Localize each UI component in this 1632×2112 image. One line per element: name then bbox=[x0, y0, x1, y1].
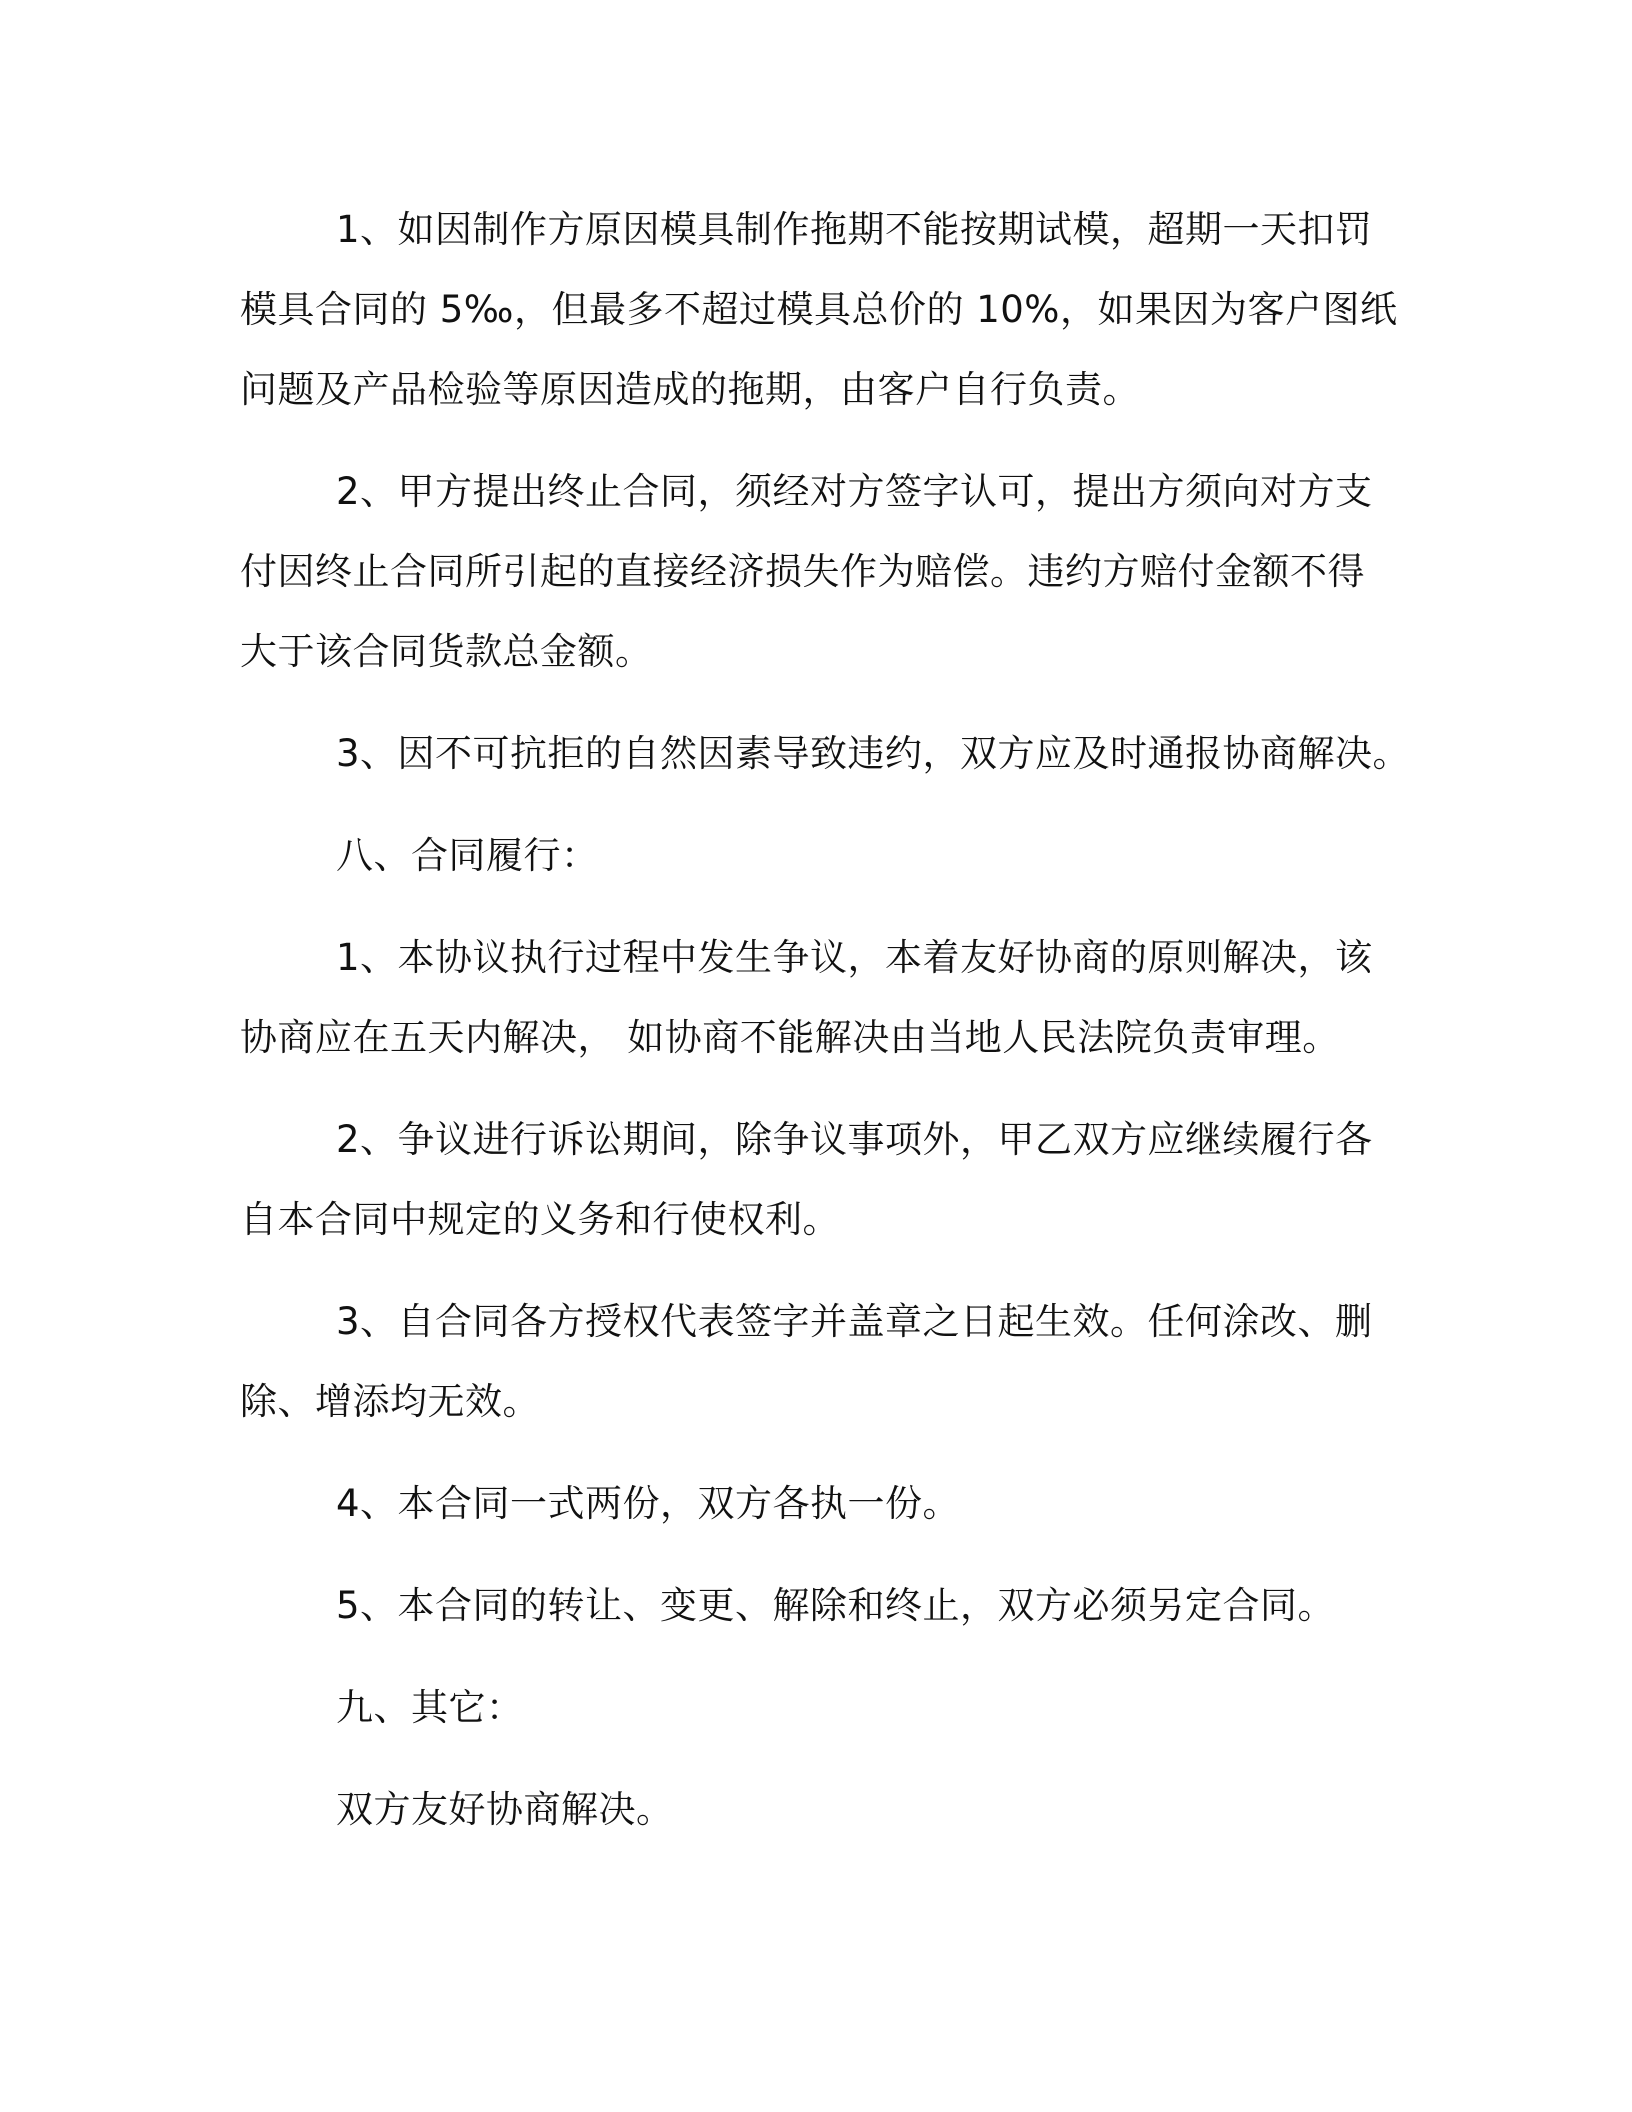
document-body bbox=[240, 190, 1411, 1872]
clause-effective-date bbox=[240, 1282, 1373, 1442]
text-line: 2、甲方提出终止合同，须经对方签字认可，提出方须向对方支 bbox=[336, 470, 1373, 513]
clause-dispute-resolution bbox=[240, 918, 1373, 1078]
text-line: 问题及产品检验等原因造成的拖期，由客户自行负责。 bbox=[240, 368, 1140, 411]
text-line: 1、如因制作方原因模具制作拖期不能按期试模，超期一天扣罚 bbox=[336, 208, 1373, 251]
clause-copies bbox=[240, 1464, 1365, 1544]
section-heading-other bbox=[240, 1668, 1365, 1748]
text-line: 4、本合同一式两份，双方各执一份。 bbox=[336, 1482, 961, 1525]
text-line: 2、争议进行诉讼期间，除争议事项外，甲乙双方应继续履行各 bbox=[336, 1118, 1373, 1161]
clause-force-majeure bbox=[240, 714, 1411, 794]
clause-transfer-change bbox=[240, 1566, 1365, 1646]
text-line: 3、因不可抗拒的自然因素导致违约，双方应及时通报协商解决。 bbox=[336, 732, 1411, 775]
text-line: 大于该合同货款总金额。 bbox=[240, 630, 653, 673]
section-heading: 八、合同履行： bbox=[336, 834, 599, 877]
text-line: 付因终止合同所引起的直接经济损失作为赔偿。违约方赔付金额不得 bbox=[240, 550, 1365, 593]
text-line: 自本合同中规定的义务和行使权利。 bbox=[240, 1198, 840, 1241]
clause-litigation-obligations bbox=[240, 1100, 1373, 1260]
clause-delay-penalty bbox=[240, 190, 1398, 430]
clause-other-resolution bbox=[240, 1770, 1365, 1850]
text-line: 3、自合同各方授权代表签字并盖章之日起生效。任何涂改、删 bbox=[336, 1300, 1373, 1343]
text-line: 双方友好协商解决。 bbox=[336, 1788, 674, 1831]
text-line: 协商应在五天内解决， 如协商不能解决由当地人民法院负责审理。 bbox=[240, 1016, 1340, 1059]
text-line: 模具合同的 5‰，但最多不超过模具总价的 10%，如果因为客户图纸 bbox=[240, 288, 1398, 331]
text-line: 5、本合同的转让、变更、解除和终止，双方必须另定合同。 bbox=[336, 1584, 1336, 1627]
section-heading: 九、其它： bbox=[336, 1686, 524, 1729]
text-line: 除、增添均无效。 bbox=[240, 1380, 540, 1423]
clause-termination bbox=[240, 452, 1373, 692]
section-heading-performance bbox=[240, 816, 1365, 896]
text-line: 1、本协议执行过程中发生争议，本着友好协商的原则解决，该 bbox=[336, 936, 1373, 979]
